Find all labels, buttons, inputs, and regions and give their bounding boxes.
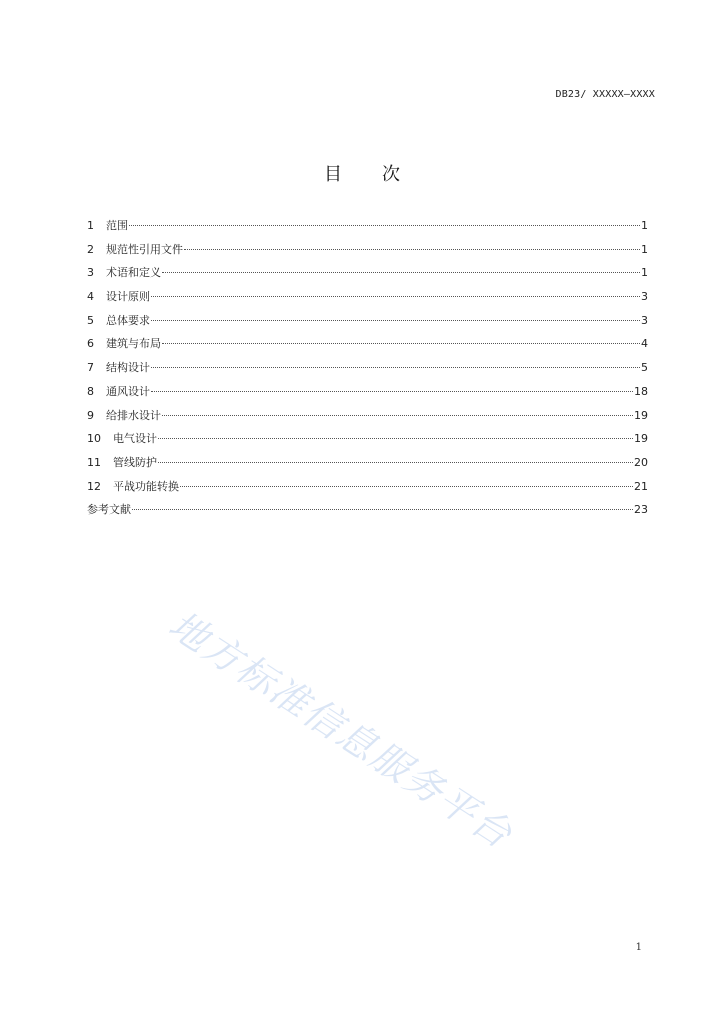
- toc-entry-number: 8: [87, 384, 94, 398]
- toc-entry-page: 5: [641, 361, 648, 375]
- toc-entry-page: 1: [641, 242, 648, 256]
- toc-entry-page: 4: [641, 337, 648, 351]
- toc-title: [0, 160, 724, 186]
- toc-leader-dots: [132, 509, 633, 510]
- toc-title-part2: 次: [382, 164, 400, 185]
- toc-entry-label: 结构设计: [106, 361, 150, 375]
- standard-code: DB23/ XXXXX—XXXX: [555, 89, 655, 100]
- toc-entry-page: 1: [641, 266, 648, 280]
- toc-leader-dots: [162, 343, 640, 344]
- toc-entry[interactable]: [87, 289, 648, 313]
- toc-entry-label: 设计原则: [106, 290, 150, 304]
- toc-entry[interactable]: [87, 360, 648, 384]
- toc-entry-number: 2: [87, 242, 94, 256]
- toc-entry-label: 总体要求: [106, 313, 150, 327]
- toc-list: [87, 218, 648, 526]
- toc-leader-dots: [151, 320, 640, 321]
- toc-entry[interactable]: [87, 313, 648, 337]
- toc-leader-dots: [151, 391, 633, 392]
- toc-entry[interactable]: [87, 408, 648, 432]
- toc-entry-number: 1: [87, 219, 94, 232]
- toc-leader-dots: [180, 486, 633, 487]
- toc-leader-dots: [158, 462, 633, 463]
- toc-entry[interactable]: [87, 265, 648, 289]
- toc-entry-label: 通风设计: [106, 384, 150, 398]
- toc-entry-page: 23: [634, 503, 648, 517]
- toc-entry-label: 范围: [106, 219, 128, 232]
- toc-entry[interactable]: [87, 242, 648, 266]
- toc-entry-page: 19: [634, 408, 648, 422]
- toc-entry[interactable]: [87, 502, 648, 526]
- toc-leader-dots: [151, 296, 640, 297]
- toc-entry-label: 电气设计: [113, 432, 157, 446]
- toc-leader-dots: [158, 438, 633, 439]
- toc-entry-label: 平战功能转换: [113, 479, 179, 493]
- toc-entry-page: 1: [641, 219, 648, 232]
- toc-entry-number: 9: [87, 408, 94, 422]
- toc-leader-dots: [162, 272, 640, 273]
- page-number: 1: [635, 942, 642, 953]
- toc-entry-label: 术语和定义: [106, 266, 161, 280]
- toc-entry[interactable]: [87, 218, 648, 242]
- toc-entry[interactable]: [87, 336, 648, 360]
- toc-entry-label: 参考文献: [87, 503, 131, 517]
- toc-entry-label: 给排水设计: [106, 408, 161, 422]
- toc-entry-number: 6: [87, 337, 94, 351]
- toc-entry-page: 20: [634, 455, 648, 469]
- toc-entry-page: 19: [634, 432, 648, 446]
- toc-entry-number: 11: [87, 455, 101, 469]
- watermark: 地方标准信息服务平台: [161, 602, 521, 858]
- toc-entry-number: 5: [87, 313, 94, 327]
- toc-entry[interactable]: [87, 455, 648, 479]
- toc-leader-dots: [184, 249, 640, 250]
- toc-entry[interactable]: [87, 479, 648, 503]
- toc-title-part1: 目: [324, 164, 342, 185]
- toc-leader-dots: [129, 225, 640, 226]
- toc-entry-number: 3: [87, 266, 94, 280]
- toc-entry-page: 21: [634, 479, 648, 493]
- toc-entry-page: 3: [641, 290, 648, 304]
- toc-entry-number: 12: [87, 479, 101, 493]
- toc-entry-number: 7: [87, 361, 94, 375]
- toc-entry[interactable]: [87, 384, 648, 408]
- toc-entry-number: 10: [87, 432, 101, 446]
- toc-entry[interactable]: [87, 431, 648, 455]
- toc-entry-label: 建筑与布局: [106, 337, 161, 351]
- toc-entry-number: 4: [87, 290, 94, 304]
- toc-leader-dots: [151, 367, 640, 368]
- toc-entry-label: 规范性引用文件: [106, 242, 183, 256]
- toc-leader-dots: [162, 415, 633, 416]
- toc-entry-label: 管线防护: [113, 455, 157, 469]
- toc-entry-page: 3: [641, 313, 648, 327]
- toc-entry-page: 18: [634, 384, 648, 398]
